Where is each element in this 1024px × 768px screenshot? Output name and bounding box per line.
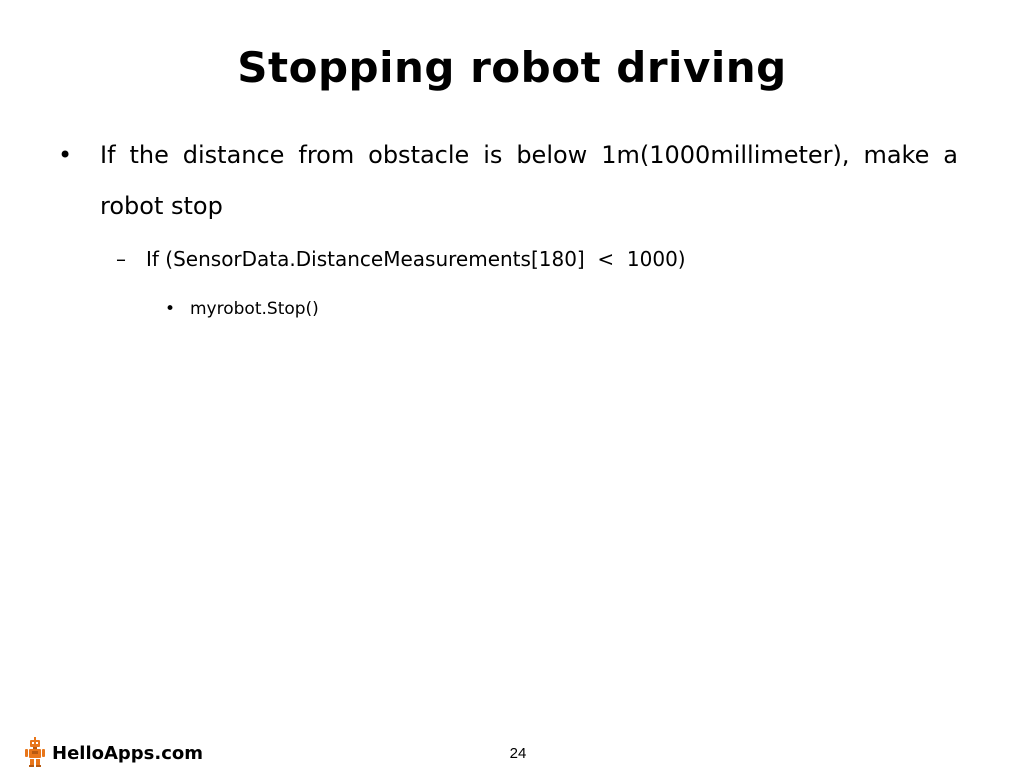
robot-icon (24, 737, 46, 767)
bullet-marker: • (58, 141, 73, 169)
bullet-marker: • (165, 299, 176, 319)
bullet-marker: – (116, 247, 126, 271)
page-number: 24 (509, 745, 527, 762)
bullet-level-2 (116, 242, 956, 276)
slide-title: Stopping robot driving (237, 43, 787, 92)
bullet-level-1 (58, 130, 958, 232)
bullet-text: myrobot.Stop() (190, 299, 319, 319)
footer-brand: HelloApps.com (52, 743, 204, 764)
bullet-text: If (SensorData.DistanceMeasurements[180] < 1000) (146, 247, 686, 271)
bullet-text: If the distance from obstacle is below 1m(1000millimeter), make a robot stop (100, 141, 958, 220)
bullet-level-3 (165, 294, 865, 324)
